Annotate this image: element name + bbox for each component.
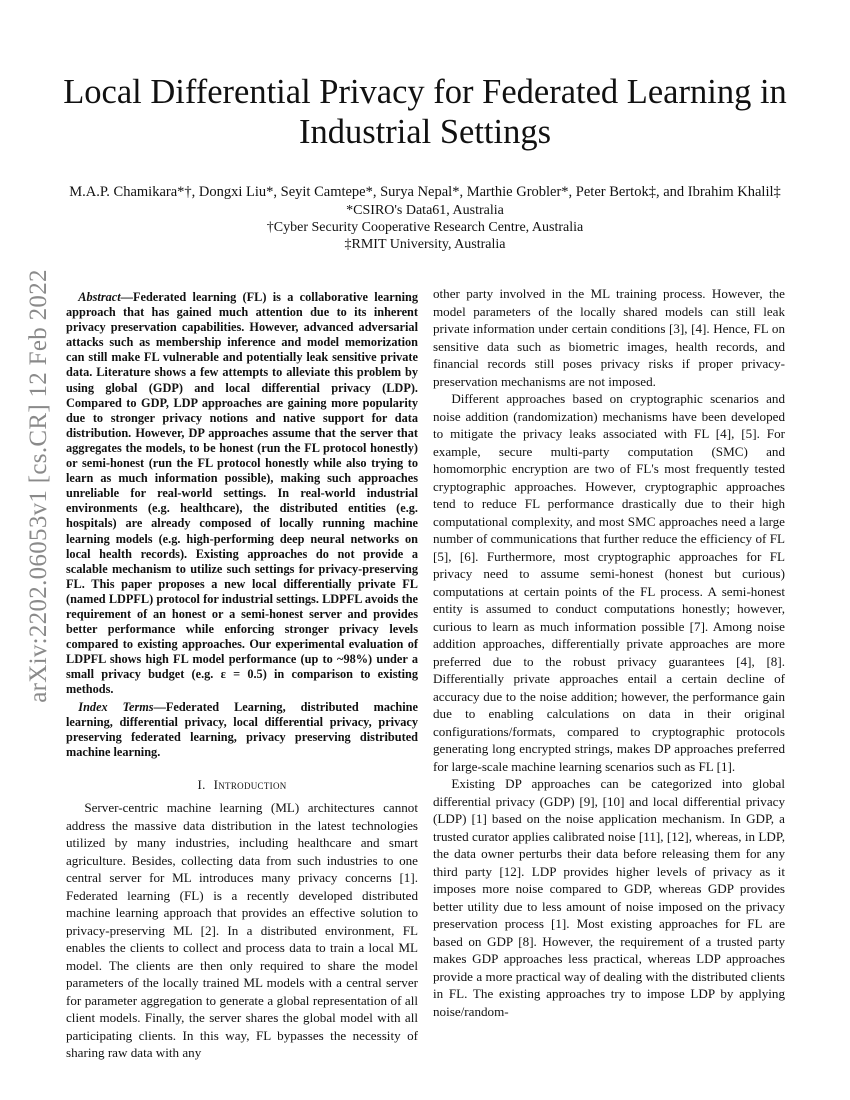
left-column xyxy=(66,290,418,1062)
index-terms xyxy=(66,700,418,760)
index-terms-label: Index Terms xyxy=(78,699,154,714)
section-number: I. xyxy=(197,776,206,792)
arxiv-identifier-text: arXiv:2202.06053v1 [cs.CR] 12 Feb 2022 xyxy=(25,268,52,703)
author-list: M.A.P. Chamikara*†, Dongxi Liu*, Seyit Camtepe*, Surya Nepal*, Marthie Grobler*, Peter Bertok‡, and Ibrahim Khalil‡ xyxy=(69,184,781,200)
intro-paragraph-1: Server-centric machine learning (ML) architectures cannot address the massive data distribution in the latest technologies utilized by many industries, including healthcare and smart agriculture. Besides, collecting data from such industries to one central server for ML introduces many privacy concerns [1]. Federated learning (FL) is a recently developed distributed machine learning approach that provides an effective solution to privacy-preserving ML [2]. In a distributed environment, FL enables the clients to collect and process data to train a local ML model. The clients are then only required to share the model parameters of the locally trained ML models with a central server for parameter aggregation to generate a global representation of all client models. Finally, the server shares the global model with all participating clients. In this way, FL bypasses the necessity of sharing raw data with any xyxy=(66,800,418,1061)
affiliation-csiro: *CSIRO's Data61, Australia xyxy=(346,203,504,218)
index-terms-text: —Federated Learning, distributed machine learning, differential privacy, local differential privacy, privacy preserving federated learning, privacy preserving distributed machine learning. xyxy=(66,699,418,759)
paper-title: Local Differential Privacy for Federated Learning in Industrial Settings xyxy=(63,73,787,151)
intro-paragraph-2: other party involved in the ML training process. However, the model parameters of the locally shared models can still leak private information under certain conditions [3], [4]. Hence, FL on sensitive data such as biometric images, health records, and financial records still poses privacy risks if proper privacy-preservation mechanisms are not imposed. xyxy=(433,286,785,389)
section-title: Introduction xyxy=(213,776,287,792)
intro-paragraph-3: Different approaches based on cryptographic scenarios and noise addition (randomization) mechanisms have been developed to mitigate the privacy leaks associated with FL [4], [5]. For example, secure multi-party computation (SMC) and homomorphic encryption are two of FL's most frequently tested cryptographic approaches. However, cryptographic approaches tend to reduce FL performance drastically due to their high computational complexity, and most SMC approaches need a large number of communications that further reduce the efficiency of FL [5], [6]. Furthermore, most cryptographic approaches for FL privacy need to assume semi-honest (honest but curious) computations at certain points of the FL process. A semi-honest entity is assumed to conduct computations honestly; however, curious to learn as much information possible [7]. Among noise addition approaches, differentially private approaches are more preferred due to the robust privacy guarantees [4], [8]. Differentially private approaches entail a certain decline of accuracy due to the noise addition; however, the performance gain due to enabling calculations on data in their original configurations/formats, compared to cryptographic protocols generating long encrypted strings, makes DP approaches preferred for large-scale machine learning scenarios such as FL [1]. xyxy=(433,391,785,774)
affiliation-cscrc: †Cyber Security Cooperative Research Centre, Australia xyxy=(266,220,584,235)
right-column xyxy=(433,285,785,1020)
abstract-text: —Federated learning (FL) is a collaborative learning approach that has gained much attention due to its inherent privacy preservation capabilities. However, advanced adversarial attacks such as membership inference and model memorization can still make FL vulnerable and potentially leak sensitive private data. Literature shows a few attempts to alleviate this problem by using global (GDP) and local differential privacy (LDP). Compared to GDP, LDP approaches are gaining more popularity due to stronger privacy notions and native support for data distribution. However, DP approaches assume that the server that aggregates the models, to be honest (run the FL protocol honestly) or semi-honest (run the FL protocol honestly while also trying to learn as much information possible), making such approaches unreliable for real-world settings. In real-world industrial environments (e.g. healthcare), the distributed entities (e.g. hospitals) are already composed of locally running machine learning models (e.g. high-performing deep neural networks on local health records). Existing approaches do not provide a scalable mechanism to utilize such settings for privacy-preserving FL. This paper proposes a new local differentially private FL (named LDPFL) protocol for industrial settings. LDPFL avoids the requirement of an honest or a semi-honest server and provides better performance while enforcing stronger privacy levels compared to existing approaches. Our experimental evaluation of LDPFL shows high FL model performance (up to ~98%) under a small privacy budget (e.g. ε = 0.5) in comparison to existing methods. xyxy=(66,290,418,697)
section-heading-introduction xyxy=(66,776,418,794)
abstract-label: Abstract xyxy=(78,290,121,304)
arxiv-identifier-stamp xyxy=(24,268,54,703)
abstract xyxy=(66,290,418,698)
intro-paragraph-4: Existing DP approaches can be categorized into global differential privacy (GDP) [9], [10] and local differential privacy (LDP) [1] based on the noise application mechanism. In GDP, a trusted curator applies calibrated noise [11], [12], whereas, in LDP, the data owner perturbs their data before releasing them for any third party [12]. LDP provides higher levels of privacy as it imposes more noise compared to GDP, whereas GDP provides better utility due to less amount of noise imposed on the privacy preservation process [1]. Most existing approaches for FL are based on GDP [8]. However, the requirement of a trusted party makes GDP approaches less practical, whereas LDP approaches provide a more practical way of dealing with the distributed clients in FL. The existing approaches try to impose LDP by applying noise/random- xyxy=(433,776,785,1019)
affiliation-rmit: ‡RMIT University, Australia xyxy=(344,237,506,252)
